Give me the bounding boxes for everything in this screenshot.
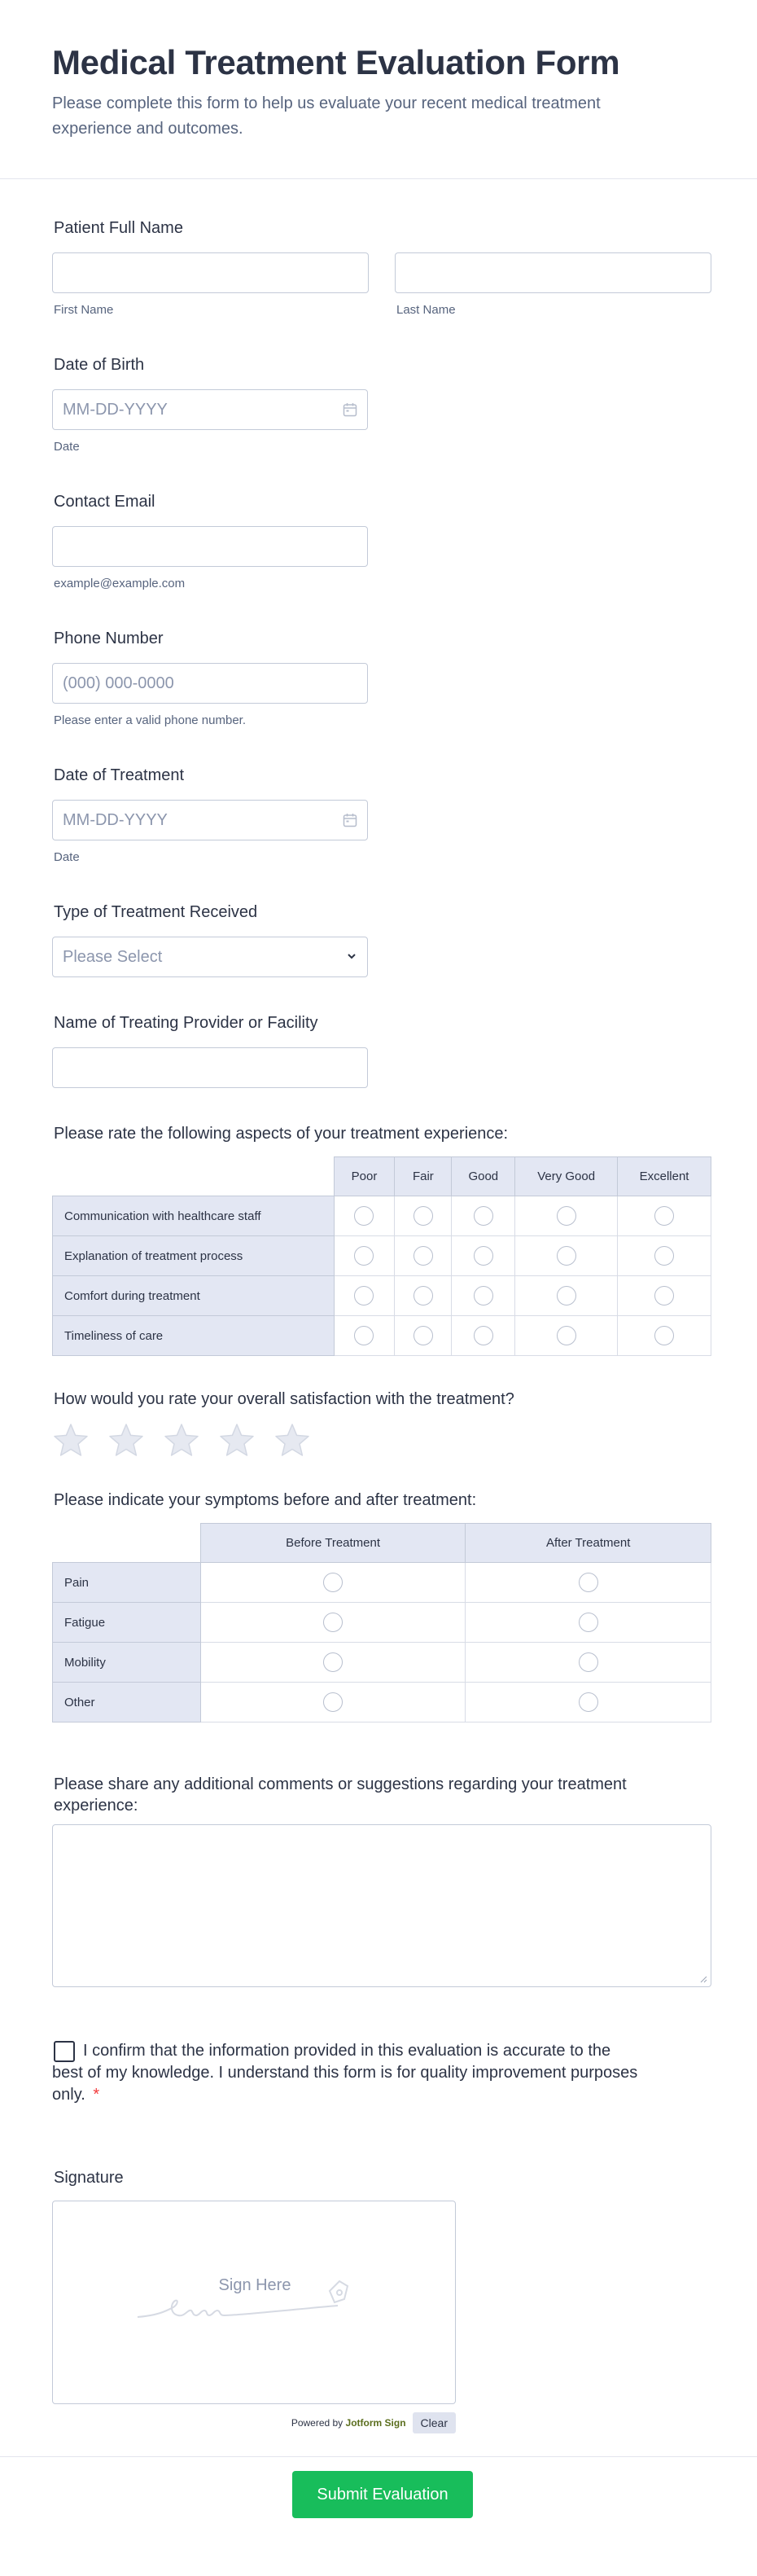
radio-button[interactable] xyxy=(579,1613,598,1632)
treatment-date-placeholder: MM-DD-YYYY xyxy=(63,811,168,829)
email-input[interactable] xyxy=(52,526,368,567)
radio-button[interactable] xyxy=(654,1246,674,1266)
dob-sublabel: Date xyxy=(54,440,80,454)
confirm-field xyxy=(52,2041,638,2106)
rating-col-fair: Fair xyxy=(395,1157,452,1196)
signature-label: Signature xyxy=(54,2169,124,2187)
radio-button[interactable] xyxy=(323,1692,343,1712)
symptom-row-label: Pain xyxy=(53,1563,201,1603)
treatment-date-sublabel: Date xyxy=(54,850,80,864)
table-row xyxy=(53,1316,711,1356)
powered-by-text: Powered by Jotform Sign xyxy=(291,2417,406,2429)
treatment-date-input[interactable] xyxy=(52,800,368,840)
radio-button[interactable] xyxy=(414,1326,433,1345)
table-row xyxy=(53,1683,711,1722)
symptoms-matrix-label: Please indicate your symptoms before and after treatment: xyxy=(54,1491,477,1509)
symptom-row-label: Fatigue xyxy=(53,1603,201,1643)
radio-button[interactable] xyxy=(654,1286,674,1306)
symptoms-matrix-table xyxy=(52,1523,711,1722)
rating-row-label: Comfort during treatment xyxy=(53,1276,335,1316)
dob-field xyxy=(52,355,368,454)
symptoms-matrix-field xyxy=(52,1490,711,1722)
signature-pad[interactable] xyxy=(52,2201,456,2404)
table-row xyxy=(53,1236,711,1276)
clear-signature-button[interactable]: Clear xyxy=(413,2412,456,2433)
calendar-icon[interactable] xyxy=(343,402,357,417)
radio-button[interactable] xyxy=(354,1326,374,1345)
table-row xyxy=(53,1643,711,1683)
signature-field xyxy=(52,2168,456,2429)
radio-button[interactable] xyxy=(474,1246,493,1266)
radio-button[interactable] xyxy=(557,1326,576,1345)
radio-button[interactable] xyxy=(354,1206,374,1226)
form-description: Please complete this form to help us evaluate your recent medical treatment experience and outcomes. xyxy=(52,94,601,138)
calendar-icon[interactable] xyxy=(343,813,357,827)
treatment-type-field xyxy=(52,902,368,977)
dob-input[interactable] xyxy=(52,389,368,430)
table-row xyxy=(53,1603,711,1643)
signature-footer xyxy=(291,2412,456,2433)
treatment-date-field xyxy=(52,766,368,864)
radio-button[interactable] xyxy=(354,1246,374,1266)
email-field xyxy=(52,492,368,590)
satisfaction-field xyxy=(52,1389,711,1462)
provider-label: Name of Treating Provider or Facility xyxy=(54,1014,318,1032)
treatment-date-label: Date of Treatment xyxy=(54,766,185,784)
star-icon[interactable] xyxy=(218,1422,256,1458)
radio-button[interactable] xyxy=(474,1206,493,1226)
phone-placeholder: (000) 000-0000 xyxy=(63,674,174,692)
treatment-type-label: Type of Treatment Received xyxy=(54,903,258,921)
last-name-input[interactable] xyxy=(395,252,711,293)
provider-field xyxy=(52,1013,368,1088)
radio-button[interactable] xyxy=(354,1286,374,1306)
radio-button[interactable] xyxy=(579,1652,598,1672)
required-asterisk: * xyxy=(93,2086,100,2104)
resize-handle-icon[interactable] xyxy=(699,1975,707,1983)
form-header xyxy=(0,0,757,179)
confirm-text: I confirm that the information provided in this evaluation is accurate to the best of my knowledge. I understand this form is for quality improvement purposes only. xyxy=(52,2042,638,2104)
radio-button[interactable] xyxy=(414,1206,433,1226)
radio-button[interactable] xyxy=(474,1286,493,1306)
email-sublabel: example@example.com xyxy=(54,577,186,590)
chevron-down-icon xyxy=(346,950,357,962)
rating-row-label: Explanation of treatment process xyxy=(53,1236,335,1276)
dob-label: Date of Birth xyxy=(54,356,145,374)
symptoms-col-after: After Treatment xyxy=(466,1524,711,1563)
symptom-row-label: Mobility xyxy=(53,1643,201,1683)
phone-field xyxy=(52,629,368,727)
rating-col-very-good: Very Good xyxy=(515,1157,618,1196)
last-name-sublabel: Last Name xyxy=(396,303,456,317)
comments-label: Please share any additional comments or suggestions regarding your treatment experience: xyxy=(54,1775,627,1815)
satisfaction-label: How would you rate your overall satisfaction with the treatment? xyxy=(54,1390,514,1408)
patient-name-label: Patient Full Name xyxy=(54,219,183,237)
radio-button[interactable] xyxy=(654,1206,674,1226)
symptoms-col-before: Before Treatment xyxy=(200,1524,466,1563)
radio-button[interactable] xyxy=(654,1326,674,1345)
comments-textarea[interactable] xyxy=(52,1824,711,1987)
star-rating xyxy=(52,1422,711,1462)
star-icon[interactable] xyxy=(107,1422,145,1458)
form-title: Medical Treatment Evaluation Form xyxy=(52,43,620,81)
table-row xyxy=(53,1276,711,1316)
rating-matrix-table xyxy=(52,1156,711,1356)
radio-button[interactable] xyxy=(323,1573,343,1592)
rating-matrix-field xyxy=(52,1124,711,1356)
first-name-input[interactable] xyxy=(52,252,369,293)
radio-button[interactable] xyxy=(579,1573,598,1592)
star-icon[interactable] xyxy=(52,1422,90,1458)
table-row xyxy=(53,1563,711,1603)
confirm-text-wrapper xyxy=(52,2040,638,2106)
rating-col-excellent: Excellent xyxy=(618,1157,711,1196)
symptom-row-label: Other xyxy=(53,1683,201,1722)
rating-row-label: Timeliness of care xyxy=(53,1316,335,1356)
submit-button[interactable]: Submit Evaluation xyxy=(292,2471,473,2518)
radio-button[interactable] xyxy=(557,1286,576,1306)
provider-input[interactable] xyxy=(52,1047,368,1088)
comments-field xyxy=(52,1774,711,1987)
radio-button[interactable] xyxy=(414,1286,433,1306)
radio-button[interactable] xyxy=(579,1692,598,1712)
phone-label: Phone Number xyxy=(54,630,164,647)
treatment-type-select[interactable] xyxy=(52,937,368,977)
radio-button[interactable] xyxy=(557,1246,576,1266)
radio-button[interactable] xyxy=(323,1613,343,1632)
signature-placeholder: Sign Here xyxy=(218,2276,291,2294)
rating-col-good: Good xyxy=(452,1157,515,1196)
email-label: Contact Email xyxy=(54,493,155,511)
treatment-type-value: Please Select xyxy=(63,948,163,966)
phone-sublabel: Please enter a valid phone number. xyxy=(54,713,246,727)
star-icon[interactable] xyxy=(163,1422,200,1458)
first-name-sublabel: First Name xyxy=(54,303,114,317)
radio-button[interactable] xyxy=(474,1326,493,1345)
table-row xyxy=(53,1196,711,1236)
star-icon[interactable] xyxy=(273,1422,311,1458)
radio-button[interactable] xyxy=(557,1206,576,1226)
confirm-checkbox[interactable] xyxy=(54,2041,75,2062)
radio-button[interactable] xyxy=(414,1246,433,1266)
radio-button[interactable] xyxy=(323,1652,343,1672)
jotform-sign-brand: Jotform Sign xyxy=(345,2417,406,2429)
patient-name-field xyxy=(52,218,711,317)
rating-row-label: Communication with healthcare staff xyxy=(53,1196,335,1236)
phone-input[interactable] xyxy=(52,663,368,704)
dob-placeholder: MM-DD-YYYY xyxy=(63,401,168,419)
rating-matrix-label: Please rate the following aspects of your treatment experience: xyxy=(54,1125,509,1143)
rating-col-poor: Poor xyxy=(334,1157,395,1196)
